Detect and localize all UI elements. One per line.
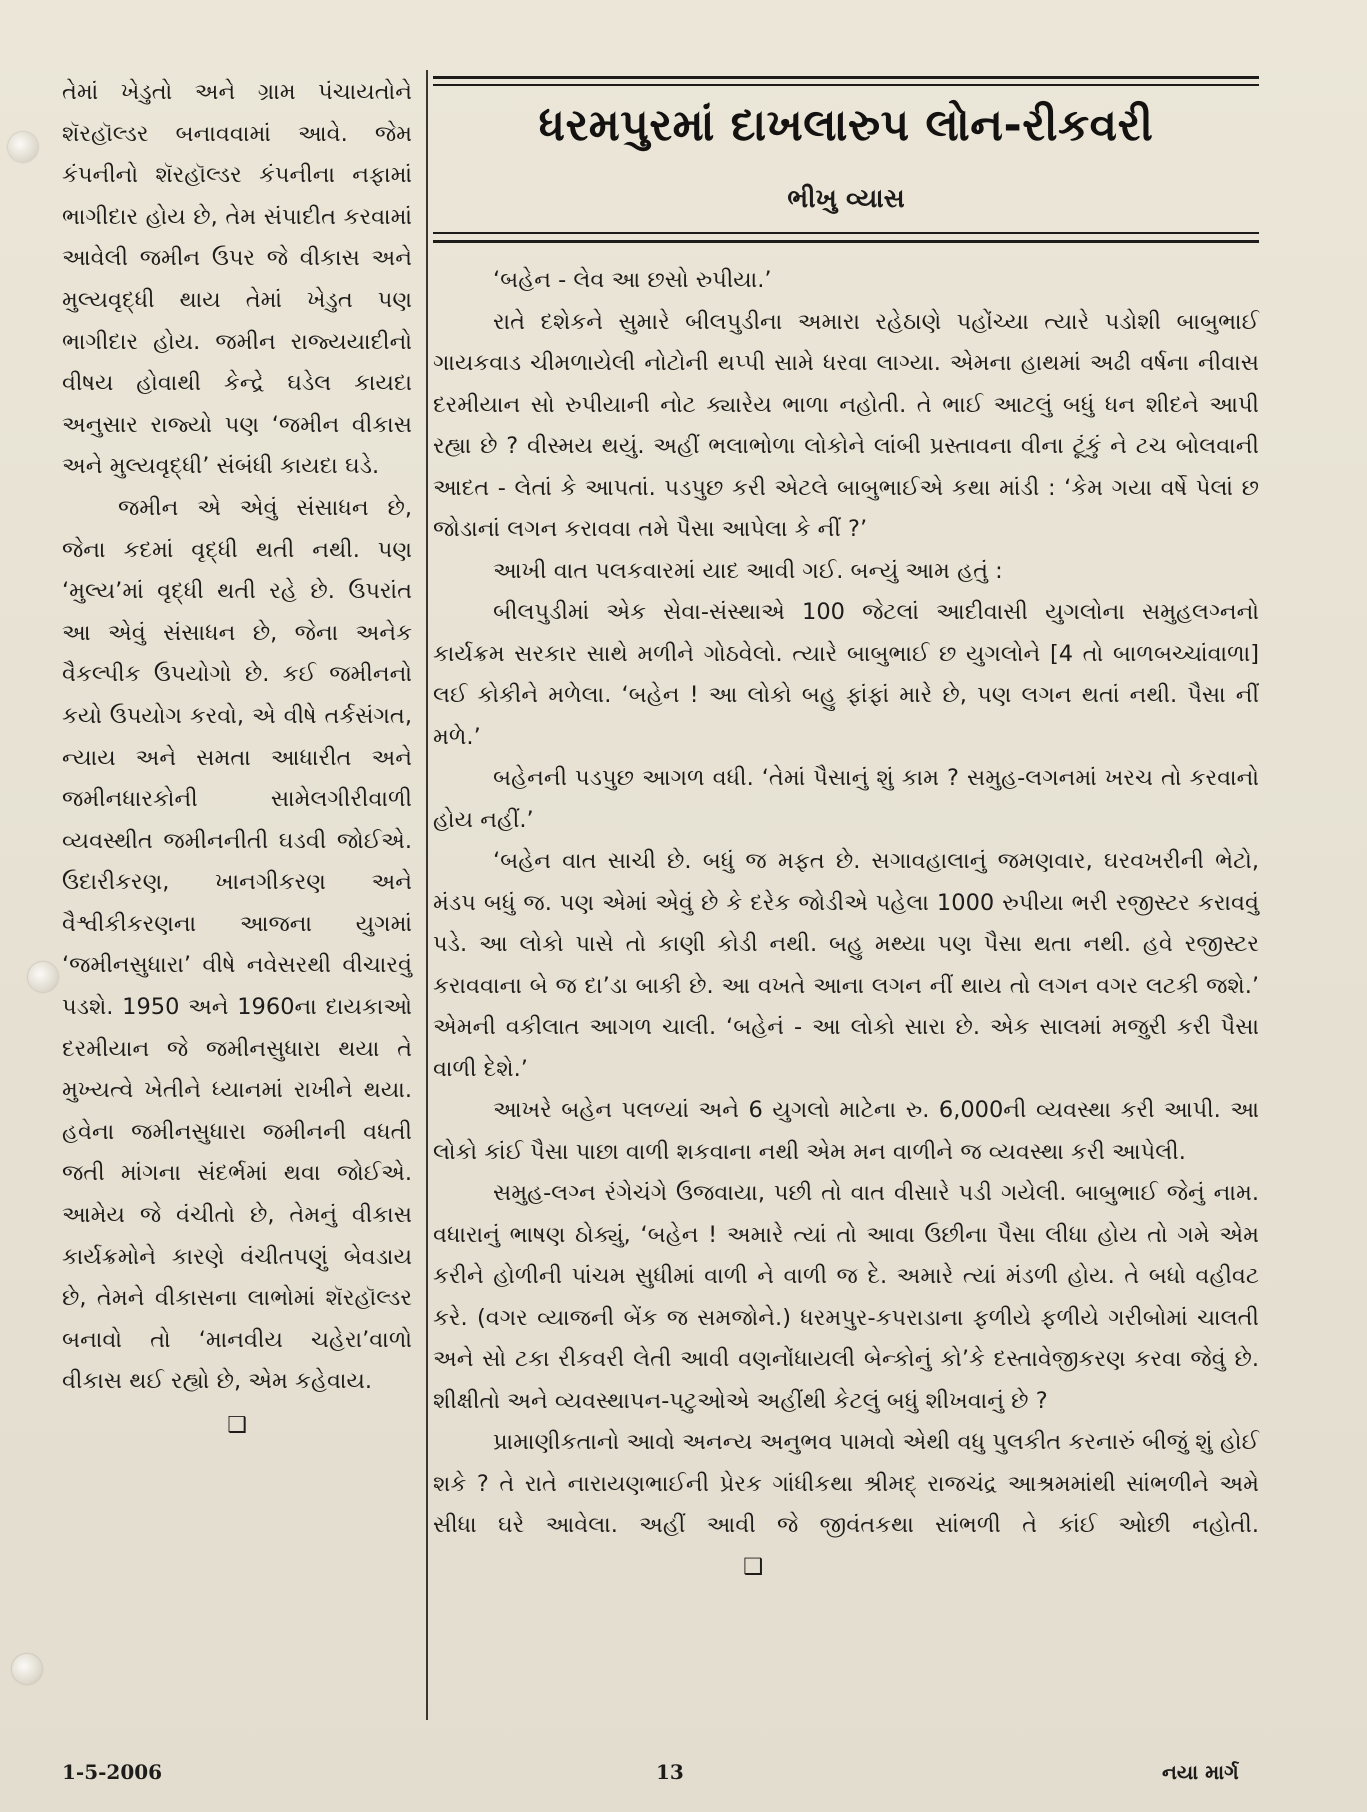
footer-date: 1-5-2006: [62, 1760, 163, 1784]
left-column-text: [62, 72, 412, 1447]
end-mark-right: ❑: [743, 1553, 764, 1580]
article-paragraph-9-text: પ્રામાણીકતાનો આવો અનન્ય અનુભવ પામવો એથી વધુ પુલકીત કરનારું બીજું શું હોઈ શકે ? તે રાતે નારાયણભાઈની પ્રેરક ગાંધીકથા શ્રીમદ્ રાજચંદ્ર આશ્રમમાંથી સાંભળીને અમે સીધા ઘરે આવેલા. અહીં આવી જે જીવંતકથા સાંભળી તે કાંઈ ઓછી નહોતી.: [433, 1429, 1259, 1538]
title-rule-bottom: [433, 240, 1259, 243]
article-paragraph-8: સમુહ-લગ્ન રંગેચંગે ઉજવાયા, પછી તો વાત વીસારે પડી ગયેલી. બાબુભાઈ જેનું નામ. વધારાનું ભાષણ ઠોક્યું, ‘બહેન ! અમારે ત્યાં તો આવા ઉછીના પૈસા લીધા હોય તો ગમે એમ કરીને હોળીની પાંચમ સુધીમાં વાળી ને વાળી જ દે. અમારે ત્યાં મંડળી હોય. તે બધો વહીવટ કરે. (વગર વ્યાજની બેંક જ સમજોને.) ધરમપુર-કપરાડાના ફળીયે ફળીયે ગરીબોમાં ચાલતી અને સો ટકા રીકવરી લેતી આવી વણનોંધાયલી બેન્કોનું કો’કે દસ્તાવેજીકરણ કરવા જેવું છે. શીક્ષીતો અને વ્યવસ્થાપન-પટુઓએ અહીંથી કેટલું બધું શીખવાનું છે ?: [433, 1180, 1259, 1414]
article-paragraph-1: ‘બહેન - લેવ આ છસો રુપીયા.’: [493, 267, 772, 293]
column-divider: [426, 70, 428, 1720]
article-paragraph-3: આખી વાત પલકવારમાં યાદ આવી ગઈ. બન્યું આમ હતું :: [493, 557, 1003, 584]
article-paragraph-9: [433, 1422, 1259, 1588]
title-rule-top-thin: [433, 84, 1259, 86]
article-title: ધરમપુરમાં દાખલારુપ લોન-રીકવરી: [538, 100, 1154, 151]
article-paragraph-6: ‘બહેન વાત સાચી છે. બધું જ મફત છે. સગાવહાલાનું જમણવાર, ઘરવખરીની ભેટો, મંડપ બધું જ. પણ એમાં એવું છે કે દરેક જોડીએ પહેલા 1000 રુપીયા ભરી રજીસ્ટર કરાવવું પડે. આ લોકો પાસે તો કાણી કોડી નથી. બહુ મથ્યા પણ પૈસા થતા નથી. હવે રજીસ્ટર કરાવવાના બે જ દા’ડા બાકી છે. આ વખતે આના લગન નીં થાય તો લગન વગર લટકી જશે.’ એમની વકીલાત આગળ ચાલી. ‘બહેનં - આ લોકો સારા છે. એક સાલમાં મજુરી કરી પૈસા વાળી દેશે.’: [433, 848, 1259, 1082]
article-paragraph-4: બીલપુડીમાં એક સેવા-સંસ્થાએ 100 જેટલાં આદીવાસી યુગલોના સમુહલગ્નનો કાર્યક્રમ સરકાર સાથે મળીને ગોઠવેલો. ત્યારે બાબુભાઈ છ યુગલોને [4 તો બાળબચ્ચાંવાળા] લઈ કોકીને મળેલા. ‘બહેન ! આ લોકો બહુ ફાંફાં મારે છે, પણ લગન થતાં નથી. પૈસા નીં મળે.’: [433, 599, 1259, 750]
title-rule-bottom-thin: [433, 232, 1259, 234]
article-paragraph-7: આખરે બહેન પલળ્યાં અને 6 યુગલો માટેના રુ. 6,000ની વ્યવસ્થા કરી આપી. આ લોકો કાંઈ પૈસા પાછા વાળી શકવાના નથી એમ મન વાળીને જ વ્યવસ્થા કરી આપેલી.: [433, 1097, 1259, 1165]
article-paragraph-2: રાતે દશેકને સુમારે બીલપુડીના અમારા રહેઠાણે પહોંચ્યા ત્યારે પડોશી બાબુભાઈ ગાયકવાડ ચીમળાયેલી નોટોની થપ્પી સામે ધરવા લાગ્યા. એમના હાથમાં અઢી વર્ષના નીવાસ દરમીયાન સો રુપીયાની નોટ ક્યારેય ભાળા નહોતી. તે ભાઈ આટલું બધું ધન શીદને આપી રહ્યા છે ? વીસ્મય થયું. અહીં ભલાભોળા લોકોને લાંબી પ્રસ્તાવના વીના ટૂંકું ને ટચ બોલવાની આદત - લેતાં કે આપતાં. પડપુછ કરી એટલે બાબુભાઈએ કથા માંડી : ‘કેમ ગયા વર્ષે પેલાં છ જોડાનાં લગન કરાવવા તમે પૈસા આપેલા કે નીં ?’: [433, 308, 1259, 542]
end-mark-left: ❑: [227, 1413, 247, 1438]
punch-hole: [28, 962, 58, 992]
title-rule-top: [433, 76, 1259, 79]
article-author: ભીખુ વ્યાસ: [787, 184, 905, 214]
punch-hole: [8, 132, 38, 162]
left-paragraph-1: તેમાં ખેડુતો અને ગ્રામ પંચાયતોને શૅરહૉલ્ડર બનાવવામાં આવે. જેમ કંપનીનો શૅરહૉલ્ડર કંપનીના નફામાં ભાગીદાર હોય છે, તેમ સંપાદીત કરવામાં આવેલી જમીન ઉપર જે વીકાસ અને મુલ્યવૃદ્ધી થાય તેમાં ખેડુત પણ ભાગીદાર હોય. જમીન રાજ્યયાદીનો વીષય હોવાથી કેન્દ્રે ઘડેલ કાયદા અનુસાર રાજ્યો પણ ‘જમીન વીકાસ અને મુલ્યવૃદ્ધી’ સંબંધી કાયદા ઘડે.: [62, 79, 412, 480]
punch-hole: [12, 1654, 42, 1684]
article-body: [433, 260, 1259, 1588]
article-paragraph-5: બહેનની પડપુછ આગળ વધી. ‘તેમાં પૈસાનું શું કામ ? સમુહ-લગનમાં ખરચ તો કરવાનો હોય નહીં.’: [433, 765, 1259, 833]
footer-magazine-name: નયા માર્ગ: [1162, 1760, 1239, 1784]
footer-page-number: 13: [656, 1760, 684, 1784]
left-paragraph-2: જમીન એ એવું સંસાધન છે, જેના કદમાં વૃદ્ધી થતી નથી. પણ ‘મુલ્ય’માં વૃદ્ધી થતી રહે છે. ઉપરાંત આ એવું સંસાધન છે, જેના અનેક વૈકલ્પીક ઉપયોગો છે. કઈ જમીનનો કયો ઉપયોગ કરવો, એ વીષે તર્કસંગત, ન્યાય અને સમતા આધારીત અને જમીનધારકોની સામેલગીરીવાળી વ્યવસ્થીત જમીનનીતી ઘડવી જોઈએ. ઉદારીકરણ, ખાનગીકરણ અને વૈશ્વીકીકરણના આજના યુગમાં ‘જમીનસુધારા’ વીષે નવેસરથી વીચારવું પડશે. 1950 અને 1960ના દાયકાઓ દરમીયાન જે જમીનસુધારા થયા તે મુખ્યત્વે ખેતીને ધ્યાનમાં રાખીને થયા. હવેના જમીનસુધારા જમીનની વધતી જતી માંગના સંદર્ભમાં થવા જોઈએ. આમેય જે વંચીતો છે, તેમનું વીકાસ કાર્યક્રમોને કારણે વંચીતપણું બેવડાય છે, તેમને વીકાસના લાભોમાં શૅરહૉલ્ડર બનાવો તો ‘માનવીય ચહેરા’વાળો વીકાસ થઈ રહ્યો છે, એમ કહેવાય.: [62, 494, 412, 1395]
